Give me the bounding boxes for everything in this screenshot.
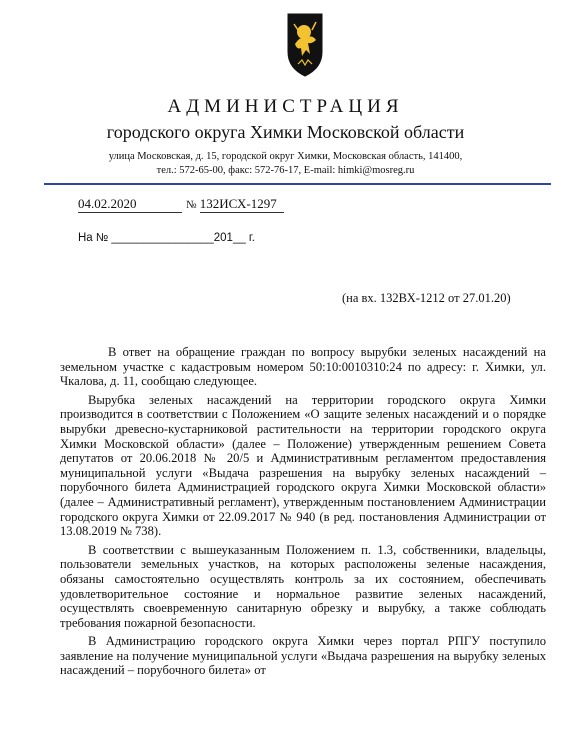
outgoing-number: 132ИСХ-1297 (200, 196, 284, 213)
paragraph: Вырубка зеленых насаждений на территории городского округа Химки производится в соответствии с Положением «О защите зеленых насаждений и о порядке вырубки древесно-кустарниковой растительности на территории городского округа Химки Московской области» (далее – Положение) утвержденным решением Совета депутатов от 20.06.2018 № 20/5 и Административным регламентом предоставления муниципальной услуги «Выдача разрешения на вырубку зеленых насаждений – порубочного билета Администрацией городского округа Химки Московской области» (далее – Административный регламент), утвержденным постановлением Администрации городского округа Химки от 22.09.2017 № 940 (в ред. постановления Администрации от 13.08.2019 № 738). (60, 392, 546, 539)
org-address (0, 150, 571, 178)
contacts-line: тел.: 572-65-00, факс: 572-76-17, E-mail: himki@mosreg.ru (156, 165, 415, 176)
incoming-reference: (на вх. 132ВХ-1212 от 27.01.20) (342, 291, 511, 305)
letter-body (60, 345, 546, 682)
outgoing-date: 04.02.2020 (78, 196, 182, 213)
paragraph: В соответствии с вышеуказанным Положением п. 1.3, собственники, владельцы, пользователи земельных участков, на которых расположены зеленые насаждения, обязаны самостоятельно осуществлять контроль за их состоянием, обеспечивать удовлетворительное состояние и нормальное развитие зеленых насаждений, осуществлять своевременную санитарную обрезку и вырубку, а также соблюдать требования пожарной безопасности. (60, 542, 546, 630)
org-subtitle: городского округа Химки Московской области (106, 122, 465, 142)
outgoing-number-field (186, 196, 284, 213)
reply-to-line: На № ________________201__ г. (78, 232, 255, 244)
header-divider (44, 183, 551, 185)
paragraph: В ответ на обращение граждан по вопросу вырубки зеленых насаждений на земельном участке с кадастровым номером 50:10:0010310:24 по адресу: г. Химки, ул. Чкалова, д. 11, сообщаю следующее. (60, 345, 546, 389)
address-line: улица Московская, д. 15, городской округ Химки, Московская область, 141400, (108, 151, 463, 162)
paragraph: В Администрацию городского округа Химки через портал РПГУ поступило заявление на получение муниципальной услуги «Выдача разрешения на вырубку зеленых насаждений – порубочного билета» от (60, 634, 546, 678)
coat-of-arms-icon (282, 10, 328, 80)
org-title: АДМИНИСТРАЦИЯ (167, 96, 404, 117)
number-sign: № (186, 199, 197, 211)
outgoing-date-field (78, 196, 182, 213)
